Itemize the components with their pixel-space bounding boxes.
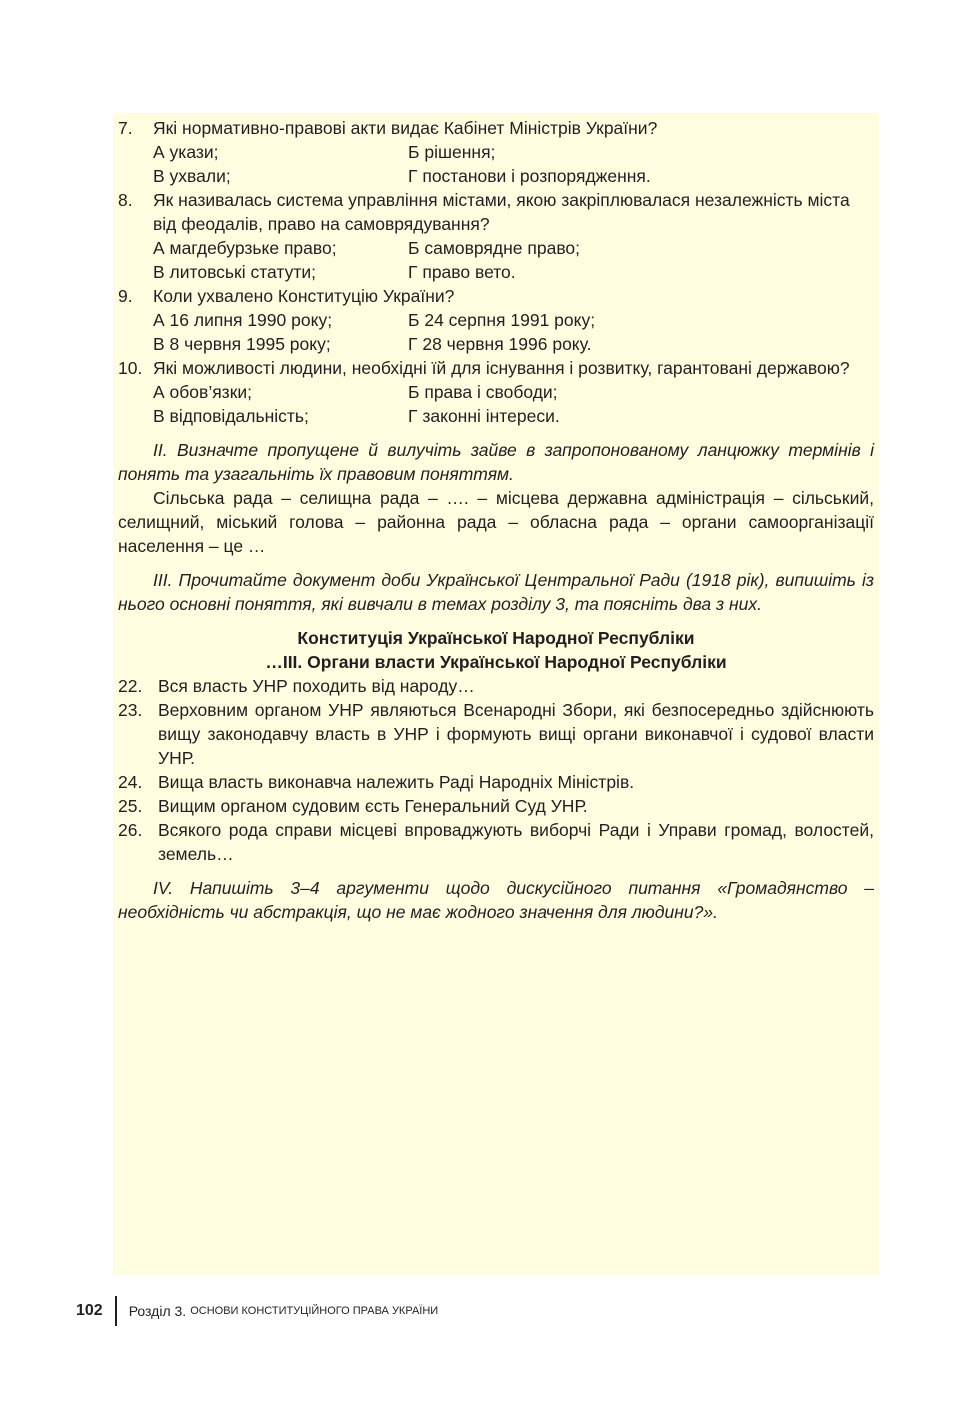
- task-2-prompt: ІІ. Визначте пропущене й вилучіть зайве в запропонованому ланцюжку термінів і понять та узагальніть їх правовим поняттям.: [118, 440, 874, 484]
- article-item: [118, 794, 874, 818]
- option-b: Б 24 серпня 1991 року;: [408, 310, 596, 330]
- question-10-options: [118, 380, 874, 428]
- page-footer: [76, 1296, 438, 1326]
- option-b: Б рішення;: [408, 142, 496, 162]
- document-subtitle: …III. Органи власти Української Народної Республіки: [265, 652, 727, 672]
- question-number: 9.: [118, 286, 133, 306]
- article-text: Вся власть УНР походить від народу…: [158, 676, 475, 696]
- article-number: 22.: [118, 676, 143, 696]
- option-a: А магдебурзьке право;: [153, 238, 337, 258]
- article-item: [118, 674, 874, 698]
- task-2-body: Сільська рада – селищна рада – …. – місцева державна адміністрація – сільський, селищний, міський голова – районна рада – обласна рада – органи самоорганізації населення – це …: [118, 488, 874, 556]
- article-text: Вища власть виконавча належить Раді Народніх Міністрів.: [158, 772, 635, 792]
- option-g: Г право вето.: [408, 262, 516, 282]
- option-g: Г законні інтереси.: [408, 406, 560, 426]
- article-text: Вищим органом судовим єсть Генеральний Суд УНР.: [158, 796, 588, 816]
- article-item: [118, 770, 874, 794]
- option-v: В 8 червня 1995 року;: [153, 334, 331, 354]
- question-text: Які можливості людини, необхідні їй для існування і розвитку, гарантовані державою?: [153, 358, 850, 378]
- question-number: 8.: [118, 190, 133, 210]
- option-b: Б права і свободи;: [408, 382, 558, 402]
- document-title: Конституція Української Народної Республіки: [297, 628, 695, 648]
- article-number: 24.: [118, 772, 143, 792]
- section-label: Розділ 3.: [128, 1303, 187, 1319]
- question-8: [118, 188, 874, 236]
- question-7-options: [118, 140, 874, 188]
- task-4-prompt: IV. Напишіть 3–4 аргументи щодо дискусійного питання «Громадянство – необхідність чи абстракція, що не має жодного значення для людини?».: [118, 878, 874, 922]
- article-text: Верховним органом УНР являються Всенародні Збори, які безпосередньо здійснюють вищу законодавчу власть в УНР і формують вищі органи виконавчої і судової власти УНР.: [158, 700, 874, 768]
- section-title: ОСНОВИ КОНСТИТУЦІЙНОГО ПРАВА УКРАЇНИ: [190, 1305, 439, 1317]
- question-text: Коли ухвалено Конституцію України?: [153, 286, 455, 306]
- option-v: В ухвали;: [153, 166, 231, 186]
- question-number: 7.: [118, 118, 133, 138]
- option-g: Г 28 червня 1996 року.: [408, 334, 592, 354]
- article-item: [118, 698, 874, 770]
- option-g: Г постанови і розпорядження.: [408, 166, 651, 186]
- option-a: А укази;: [153, 142, 219, 162]
- article-text: Всякого рода справи місцеві впроваджують виборчі Ради і Управи громад, волостей, земель…: [158, 820, 874, 864]
- question-8-options: [118, 236, 874, 284]
- option-v: В відповідальність;: [153, 406, 309, 426]
- question-9-options: [118, 308, 874, 356]
- option-v: В литовські статути;: [153, 262, 316, 282]
- option-a: А обов’язки;: [153, 382, 253, 402]
- footer-divider: [115, 1296, 117, 1326]
- page-content: [118, 116, 874, 924]
- document-articles: [118, 674, 874, 866]
- option-a: А 16 липня 1990 року;: [153, 310, 333, 330]
- question-number: 10.: [118, 358, 143, 378]
- article-number: 26.: [118, 820, 143, 840]
- article-item: [118, 818, 874, 866]
- question-10: [118, 356, 874, 380]
- page-number: 102: [76, 1302, 103, 1319]
- task-3-prompt: ІІІ. Прочитайте документ доби Української Центральної Ради (1918 рік), випишіть із нього основні поняття, які вивчали в темах розділу 3, та поясніть два з них.: [118, 570, 874, 614]
- article-number: 25.: [118, 796, 143, 816]
- option-b: Б самоврядне право;: [408, 238, 581, 258]
- article-number: 23.: [118, 700, 143, 720]
- question-9: [118, 284, 874, 308]
- question-7: [118, 116, 874, 140]
- question-text: Які нормативно-правові акти видає Кабінет Міністрів України?: [153, 118, 658, 138]
- question-text: Як називалась система управління містами, якою закріплювалася незалежність міста від феодалів, право на самоврядування?: [153, 190, 850, 234]
